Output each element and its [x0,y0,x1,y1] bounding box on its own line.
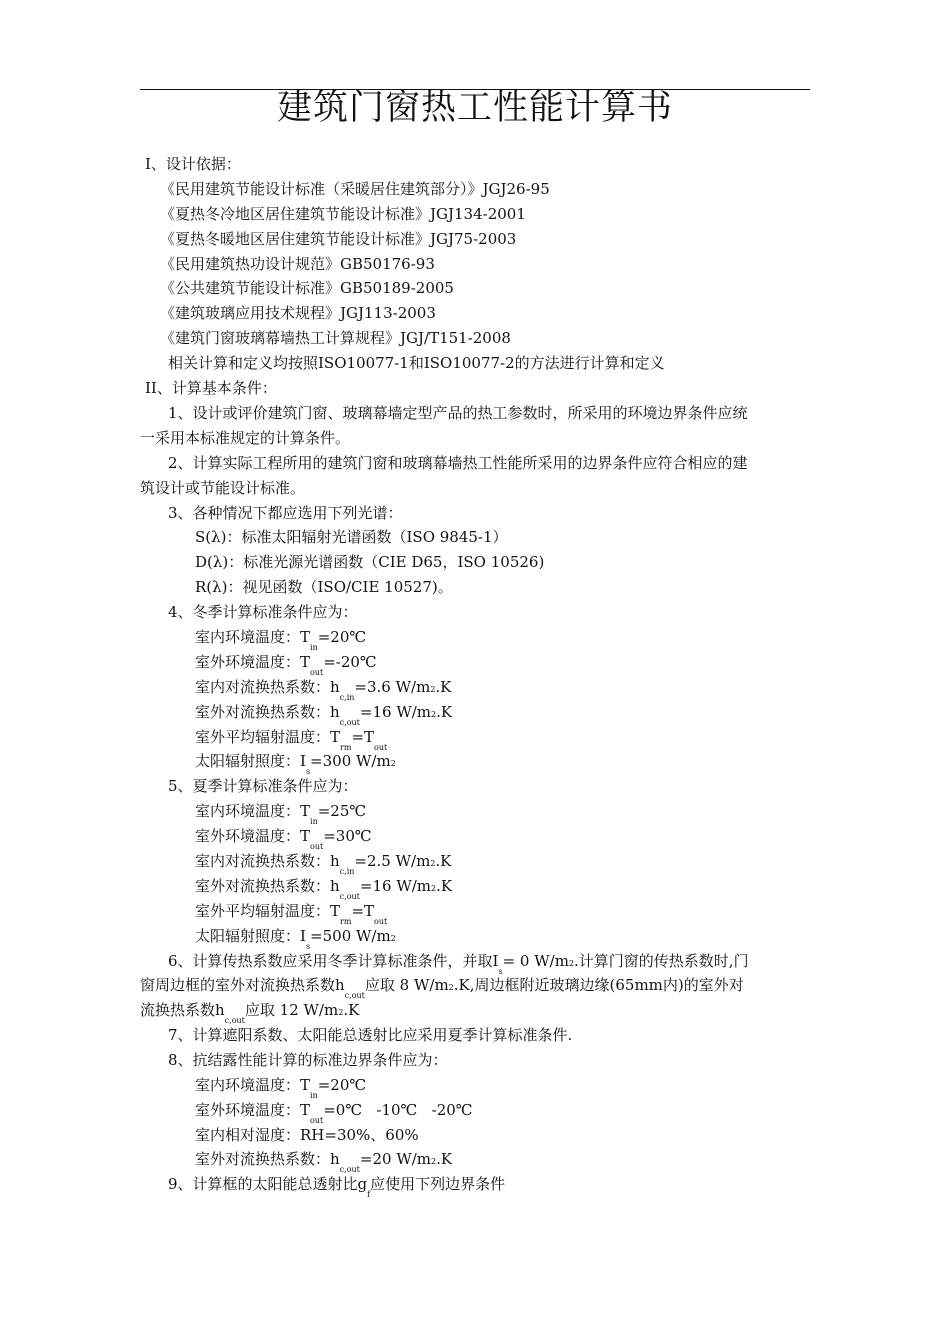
winter-radiant-temp: 室外平均辐射温度：$T_{rm}=T_{out}$ [195,728,388,752]
paragraph-line: 流换热系数$h_{c,out}$应取 12 W/m2.K [140,1001,360,1025]
winter-solar-irradiance: 太阳辐射照度：$I_s=300$ W/m2 [195,752,396,776]
dew-outdoor-coefficient: 室外对流换热系数：$h_{c,out}=20$ W/m2.K [195,1150,453,1174]
winter-outdoor-temp: 室外环境温度：$T_{out}=-20℃$ [195,653,377,677]
paragraph-line: 3、各种情况下都应选用下列光谱： [168,504,403,522]
reference-item: 《夏热冬暖地区居住建筑节能设计标准》JGJ75-2003 [160,230,517,248]
dew-outdoor-temp: 室外环境温度：$T_{out}=0℃$ -10℃ -20℃ [195,1101,473,1125]
summer-indoor-temp: 室内环境温度：$T_{in}=25℃$ [195,802,367,826]
paragraph-line: 4、冬季计算标准条件应为： [168,603,358,621]
winter-indoor-temp: 室内环境温度：$T_{in}=20℃$ [195,628,367,652]
spectrum-item: R(λ)：视见函数（ISO/CIE 10527)。 [195,578,453,596]
reference-item: 《夏热冬冷地区居住建筑节能设计标准》JGJ134-2001 [160,205,526,223]
spectrum-item: D(λ)：标准光源光谱函数（CIE D65，ISO 10526) [195,553,545,571]
dew-indoor-temp: 室内环境温度：$T_{in}=20℃$ [195,1076,367,1100]
spectrum-item: S(λ)：标准太阳辐射光谱函数（ISO 9845-1） [195,528,508,546]
paragraph-line: 一采用本标准规定的计算条件。 [140,429,351,447]
section-heading: II、计算基本条件： [145,379,277,397]
document-title: 建筑门窗热工性能计算书 [276,88,673,128]
paragraph-line: 7、计算遮阳系数、太阳能总透射比应采用夏季计算标准条件. [168,1026,573,1044]
reference-item: 《建筑玻璃应用技术规程》JGJ113-2003 [160,304,436,322]
reference-item: 《民用建筑节能设计标准（采暖居住建筑部分）》JGJ26-95 [160,180,550,198]
summer-radiant-temp: 室外平均辐射温度：$T_{rm}=T_{out}$ [195,902,388,926]
summer-outdoor-temp: 室外环境温度：$T_{out}=30℃$ [195,827,372,851]
reference-item: 《民用建筑热功设计规范》GB50176-93 [160,255,435,273]
paragraph-line: 2、计算实际工程所用的建筑门窗和玻璃幕墙热工性能所采用的边界条件应符合相应的建 [168,454,748,472]
paragraph-line: 5、夏季计算标准条件应为： [168,777,358,795]
reference-item: 《公共建筑节能设计标准》GB50189-2005 [160,279,454,297]
paragraph-line: 窗周边框的室外对流换热系数$h_{c,out}$应取 8 W/m2.K,周边框附近玻璃边缘(65mm内)的室外对 [140,976,744,1000]
dew-indoor-humidity: 室内相对湿度：RH=30%、60% [195,1126,419,1144]
paragraph-line: 筑设计或节能设计标准。 [140,479,306,497]
winter-indoor-coefficient: 室内对流换热系数：$h_{c,in}=3.6$ W/m2.K [195,678,452,702]
paragraph-line: 9、计算框的太阳能总透射比$g_f$应使用下列边界条件 [168,1175,506,1199]
method-note: 相关计算和定义均按照ISO10077-1和ISO10077-2的方法进行计算和定义 [168,354,665,372]
reference-item: 《建筑门窗玻璃幕墙热工计算规程》JGJ/T151-2008 [160,329,511,347]
summer-solar-irradiance: 太阳辐射照度：$I_s=500$ W/m2 [195,927,396,951]
paragraph-line: 6、计算传热系数应采用冬季计算标准条件，并取$I_s= 0$ W/m2.计算门窗的传热系数时,门 [168,952,749,976]
summer-outdoor-coefficient: 室外对流换热系数：$h_{c,out}=16$ W/m2.K [195,877,453,901]
paragraph-line: 1、设计或评价建筑门窗、玻璃幕墙定型产品的热工参数时，所采用的环境边界条件应统 [168,404,748,422]
paragraph-line: 8、抗结露性能计算的标准边界条件应为： [168,1051,448,1069]
summer-indoor-coefficient: 室内对流换热系数：$h_{c,in}=2.5$ W/m2.K [195,852,452,876]
winter-outdoor-coefficient: 室外对流换热系数：$h_{c,out}=16$ W/m2.K [195,703,453,727]
section-heading: I、设计依据： [145,155,241,173]
